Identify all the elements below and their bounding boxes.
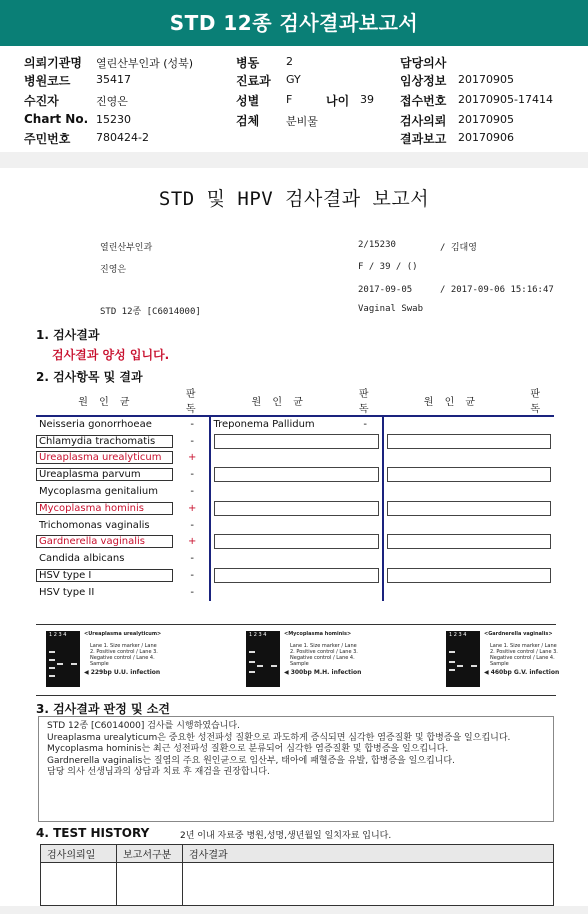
organism-name: Ureaplasma urealyticum: [36, 451, 173, 464]
organism-name: Candida albicans: [39, 553, 125, 565]
gel-panel-title: <Gardnerella vaginalis>: [484, 631, 553, 637]
section-3-title: 3. 검사결과 판정 및 소견: [36, 702, 170, 716]
header-label: 주민번호: [24, 132, 71, 146]
empty-cell: [210, 483, 349, 500]
organism-result: -: [190, 435, 194, 447]
organism-result: -: [190, 519, 194, 531]
gel-band: [449, 661, 455, 663]
empty-cell: [210, 450, 349, 467]
empty-result-box: [210, 534, 383, 551]
interpretation-box: [38, 716, 554, 822]
gel-lane-numbers: 1 2 3 4: [449, 632, 467, 638]
empty-cell: [520, 550, 554, 567]
result-row: [36, 433, 554, 450]
empty-result-box: [383, 500, 554, 517]
gel-band: [49, 651, 55, 653]
gel-electrophoresis-strip: [36, 624, 560, 696]
result-row: [36, 466, 554, 483]
header-value: F: [286, 93, 293, 106]
empty-result-box: [210, 567, 383, 584]
section-2-title: 2. 검사항목 및 결과: [36, 370, 143, 384]
header-label: 임상정보: [400, 74, 447, 88]
empty-result-box: [383, 433, 554, 450]
history-note: 2년 이내 자료중 병원,성명,생년월일 일치자료 입니다.: [180, 831, 392, 841]
interpretation-line: Ureaplasma urealyticum은 중요한 성전파성 질환으로 과도하게 증식되면 심각한 염증질환 및 합병증을 일으킵니다.: [47, 732, 511, 743]
organism-result: -: [190, 419, 194, 431]
header-label: 검사의뢰: [400, 114, 447, 128]
col-result-1: 판 독: [176, 385, 210, 416]
history-col-date: 검사의뢰일: [41, 845, 117, 863]
header-label: 접수번호: [400, 94, 447, 108]
header-label: 결과보고: [400, 132, 447, 146]
organism-name: Neisseria gonorrhoeae: [39, 419, 152, 431]
divider-strip: [0, 152, 588, 168]
gel-band: [249, 671, 255, 673]
age-value: 39: [360, 93, 374, 106]
header-label: Chart No.: [24, 112, 89, 126]
empty-cell: [520, 416, 554, 433]
empty-box: [214, 501, 379, 516]
gel-band: [49, 675, 55, 677]
organism-name: Gardnerella vaginalis: [36, 535, 173, 548]
doctor-name: / 김대영: [440, 243, 477, 253]
gel-panel-title: <Mycoplasma hominis>: [284, 631, 352, 637]
header-value: 20170906: [458, 131, 514, 144]
empty-cell: [383, 517, 521, 534]
empty-cell: [383, 450, 521, 467]
empty-box: [214, 434, 379, 449]
bottom-strip: [0, 906, 588, 914]
report-banner-title: STD 12종 검사결과보고서: [0, 0, 588, 46]
empty-box: [214, 534, 379, 549]
empty-result-box: [383, 534, 554, 551]
col-result-2: 판 독: [349, 385, 383, 416]
empty-result-box: [210, 500, 383, 517]
organism-name: Chlamydia trachomatis: [36, 435, 173, 448]
col-result-3: 판 독: [520, 385, 554, 416]
age-label: 나이: [326, 94, 350, 108]
empty-cell: [383, 483, 521, 500]
organism-result: -: [190, 586, 194, 598]
received-date: 2017-09-05: [358, 285, 413, 295]
header-value: 20170905: [458, 113, 514, 126]
gel-band: [249, 651, 255, 653]
gel-image: [446, 631, 480, 687]
empty-box: [387, 434, 551, 449]
header-value: 2: [286, 55, 293, 68]
specimen-type: Vaginal Swab: [358, 304, 424, 314]
organism-name: HSV type II: [39, 586, 95, 598]
result-row: [36, 416, 554, 433]
gel-band: [257, 665, 263, 667]
header-label: 수진자: [24, 94, 59, 108]
gel-infection-marker: ◀ 229bp U.U. infection: [84, 669, 161, 676]
header-value: 780424-2: [96, 131, 149, 144]
empty-cell: [383, 550, 521, 567]
empty-cell: [210, 550, 349, 567]
header-value: 20170905: [458, 73, 514, 86]
organism-result: -: [190, 469, 194, 481]
header-label: 의뢰기관명: [24, 56, 82, 70]
header-value: 진영은: [96, 95, 128, 108]
result-row: [36, 483, 554, 500]
result-row: [36, 500, 554, 517]
history-cell-result: [183, 863, 554, 906]
chart-ref: 2/15230: [358, 240, 396, 250]
empty-result-box: [210, 466, 383, 483]
col-organism-1: 원 인 균: [36, 385, 176, 416]
gel-lane-numbers: 1 2 3 4: [249, 632, 267, 638]
header-label: 진료과: [236, 74, 271, 88]
result-row: [36, 584, 554, 601]
empty-box: [387, 501, 551, 516]
gel-band: [449, 669, 455, 671]
report-datetime: / 2017-09-06 15:16:47: [440, 285, 554, 295]
organism-name: HSV type I: [36, 569, 173, 582]
empty-box: [387, 534, 551, 549]
empty-cell: [383, 416, 521, 433]
empty-cell: [520, 483, 554, 500]
history-col-result: 검사결과: [183, 845, 554, 863]
result-row: [36, 534, 554, 551]
positive-result-text: 검사결과 양성 입니다.: [52, 348, 170, 362]
history-col-type: 보고서구분: [117, 845, 183, 863]
empty-cell: [349, 517, 383, 534]
result-row: [36, 567, 554, 584]
gel-panel-title: <Ureaplasma urealyticum>: [84, 631, 162, 637]
header-label: 병동: [236, 56, 260, 70]
header-value: 20170905-17414: [458, 93, 553, 106]
organism-result: +: [187, 452, 197, 464]
gel-band: [271, 665, 277, 667]
organism-result: -: [190, 553, 194, 565]
report-title: STD 및 HPV 검사결과 보고서: [158, 188, 430, 210]
empty-box: [214, 568, 379, 583]
result-row: [36, 550, 554, 567]
gel-band: [71, 663, 77, 665]
interpretation-line: Mycoplasma hominis는 최근 성전파성 질환으로 분류되어 심각한 염증질환 및 합병증을 일으킵니다.: [47, 744, 449, 754]
interpretation-line: STD 12종 [C6014000] 검사를 시행하였습니다.: [47, 721, 240, 731]
header-label: 병원코드: [24, 74, 71, 88]
gel-band: [449, 651, 455, 653]
gel-legend: Lane 1. Size marker / Lane 2. Positive control / Lane 3. Negative control / Lane 4. Sample: [90, 643, 158, 667]
gel-band: [471, 665, 477, 667]
col-organism-3: 원 인 균: [383, 385, 521, 416]
section-4-title: 4. TEST HISTORY: [36, 826, 150, 840]
organism-result: -: [363, 419, 368, 431]
organism-result: +: [187, 502, 197, 514]
gel-band: [49, 667, 55, 669]
history-cell-type: [117, 863, 183, 906]
gel-infection-marker: ◀ 460bp G.V. infection: [484, 669, 560, 676]
organism-name: Treponema Pallidum: [210, 416, 349, 433]
empty-cell: [349, 584, 383, 601]
gel-legend: Lane 1. Size marker / Lane 2. Positive control / Lane 3. Negative control / Lane 4. Sample: [490, 643, 558, 667]
empty-cell: [349, 550, 383, 567]
gel-infection-marker: ◀ 300bp M.H. infection: [284, 669, 362, 676]
result-row: [36, 450, 554, 467]
empty-box: [387, 467, 551, 482]
organism-name: Mycoplasma genitalium: [39, 486, 158, 498]
results-table: [36, 385, 554, 601]
organism-result: -: [190, 570, 194, 582]
header-value: 35417: [96, 73, 131, 86]
interpretation-line: 담당 의사 선생님과의 상담과 치료 후 재검을 권장합니다.: [47, 767, 270, 777]
empty-cell: [210, 584, 349, 601]
empty-cell: [349, 483, 383, 500]
empty-cell: [520, 517, 554, 534]
test-code: STD 12종 [C6014000]: [100, 307, 201, 317]
gel-band: [249, 661, 255, 663]
gel-band: [57, 663, 63, 665]
organism-name: Ureaplasma parvum: [36, 468, 173, 481]
clinic-name: 열린산부인과: [100, 243, 153, 253]
patient-info-header: [0, 48, 588, 152]
gel-lane-numbers: 1 2 3 4: [49, 632, 67, 638]
organism-result: +: [187, 536, 197, 548]
empty-result-box: [383, 567, 554, 584]
organism-name: Mycoplasma hominis: [36, 502, 173, 515]
result-row: [36, 517, 554, 534]
sex-age: F / 39 / (): [358, 262, 418, 272]
patient-name: 진영은: [100, 265, 127, 275]
gel-band: [457, 665, 463, 667]
header-label: 담당의사: [400, 56, 447, 70]
header-label: 검체: [236, 114, 260, 128]
header-value: 열린산부인과 (성북): [96, 57, 194, 70]
empty-cell: [383, 584, 521, 601]
empty-result-box: [210, 433, 383, 450]
gel-band: [49, 659, 55, 661]
history-cell-date: [41, 863, 117, 906]
empty-cell: [349, 450, 383, 467]
header-value: 15230: [96, 113, 131, 126]
organism-result: -: [190, 486, 194, 498]
section-1-title: 1. 검사결과: [36, 328, 100, 342]
empty-cell: [520, 584, 554, 601]
col-organism-2: 원 인 균: [210, 385, 349, 416]
interpretation-line: Gardnerella vaginalis는 질염의 주요 원인균으로 임산부, 태아에 패혈증을 유발, 합병증을 일으킵니다.: [47, 755, 455, 766]
header-value: GY: [286, 73, 301, 86]
empty-cell: [210, 517, 349, 534]
gel-legend: Lane 1. Size marker / Lane 2. Positive control / Lane 3. Negative control / Lane 4. Sample: [290, 643, 358, 667]
header-label: 성별: [236, 94, 260, 108]
gel-image: [246, 631, 280, 687]
gel-image: [46, 631, 80, 687]
empty-cell: [520, 450, 554, 467]
header-value: 분비물: [286, 115, 318, 128]
organism-name: Trichomonas vaginalis: [39, 519, 150, 531]
test-history-table: [40, 844, 554, 906]
empty-box: [387, 568, 551, 583]
empty-box: [214, 467, 379, 482]
empty-result-box: [383, 466, 554, 483]
